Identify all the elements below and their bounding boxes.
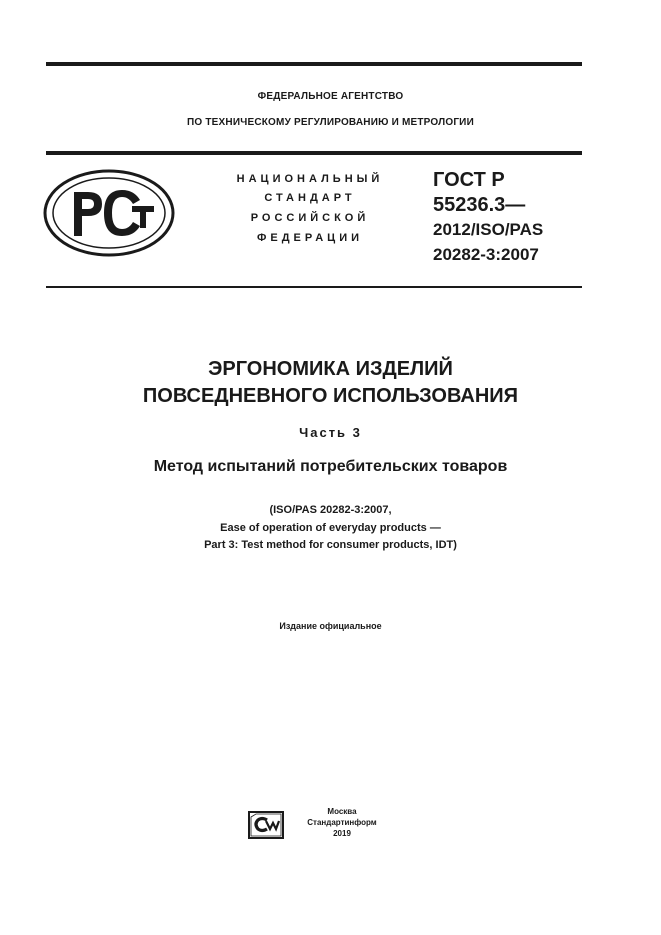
publisher-name: Стандартинформ bbox=[307, 818, 377, 827]
gost-designation-2: 55236.3— bbox=[433, 194, 526, 216]
document-title-line-2: ПОВСЕДНЕВНОГО ИСПОЛЬЗОВАНИЯ bbox=[142, 385, 519, 407]
gost-designation-4: 20282-3:2007 bbox=[433, 245, 539, 264]
agency-line-2: ПО ТЕХНИЧЕСКОМУ РЕГУЛИРОВАНИЮ И МЕТРОЛОГИИ bbox=[187, 117, 474, 128]
agency-line-1: ФЕДЕРАЛЬНОЕ АГЕНТСТВО bbox=[257, 91, 404, 102]
rst-logo-icon bbox=[42, 168, 176, 258]
national-line-4: ФЕДЕРАЦИИ bbox=[256, 232, 364, 244]
national-line-2: СТАНДАРТ bbox=[264, 192, 356, 204]
top-rule bbox=[46, 62, 582, 66]
iso-reference-line-1: (ISO/PAS 20282-3:2007, bbox=[269, 504, 392, 516]
gost-designation-3: 2012/ISO/PAS bbox=[433, 220, 544, 239]
iso-reference-line-3: Part 3: Test method for consumer products, IDT) bbox=[204, 539, 457, 551]
middle-rule bbox=[46, 151, 582, 155]
publisher-city: Москва bbox=[327, 807, 357, 816]
standartinform-logo-icon bbox=[248, 811, 284, 839]
publisher-year: 2019 bbox=[333, 829, 351, 838]
iso-reference-line-2: Ease of operation of everyday products — bbox=[220, 522, 441, 534]
bottom-rule bbox=[46, 286, 582, 288]
part-label: Часть 3 bbox=[299, 425, 362, 440]
document-title-line-1: ЭРГОНОМИКА ИЗДЕЛИЙ bbox=[208, 358, 453, 380]
national-line-3: РОССИЙСКОЙ bbox=[250, 212, 370, 224]
document-subtitle: Метод испытаний потребительских товаров bbox=[153, 458, 508, 475]
national-line-1: НАЦИОНАЛЬНЫЙ bbox=[236, 173, 384, 185]
edition-label: Издание официальное bbox=[279, 621, 382, 631]
gost-designation-1: ГОСТ Р bbox=[433, 169, 505, 191]
